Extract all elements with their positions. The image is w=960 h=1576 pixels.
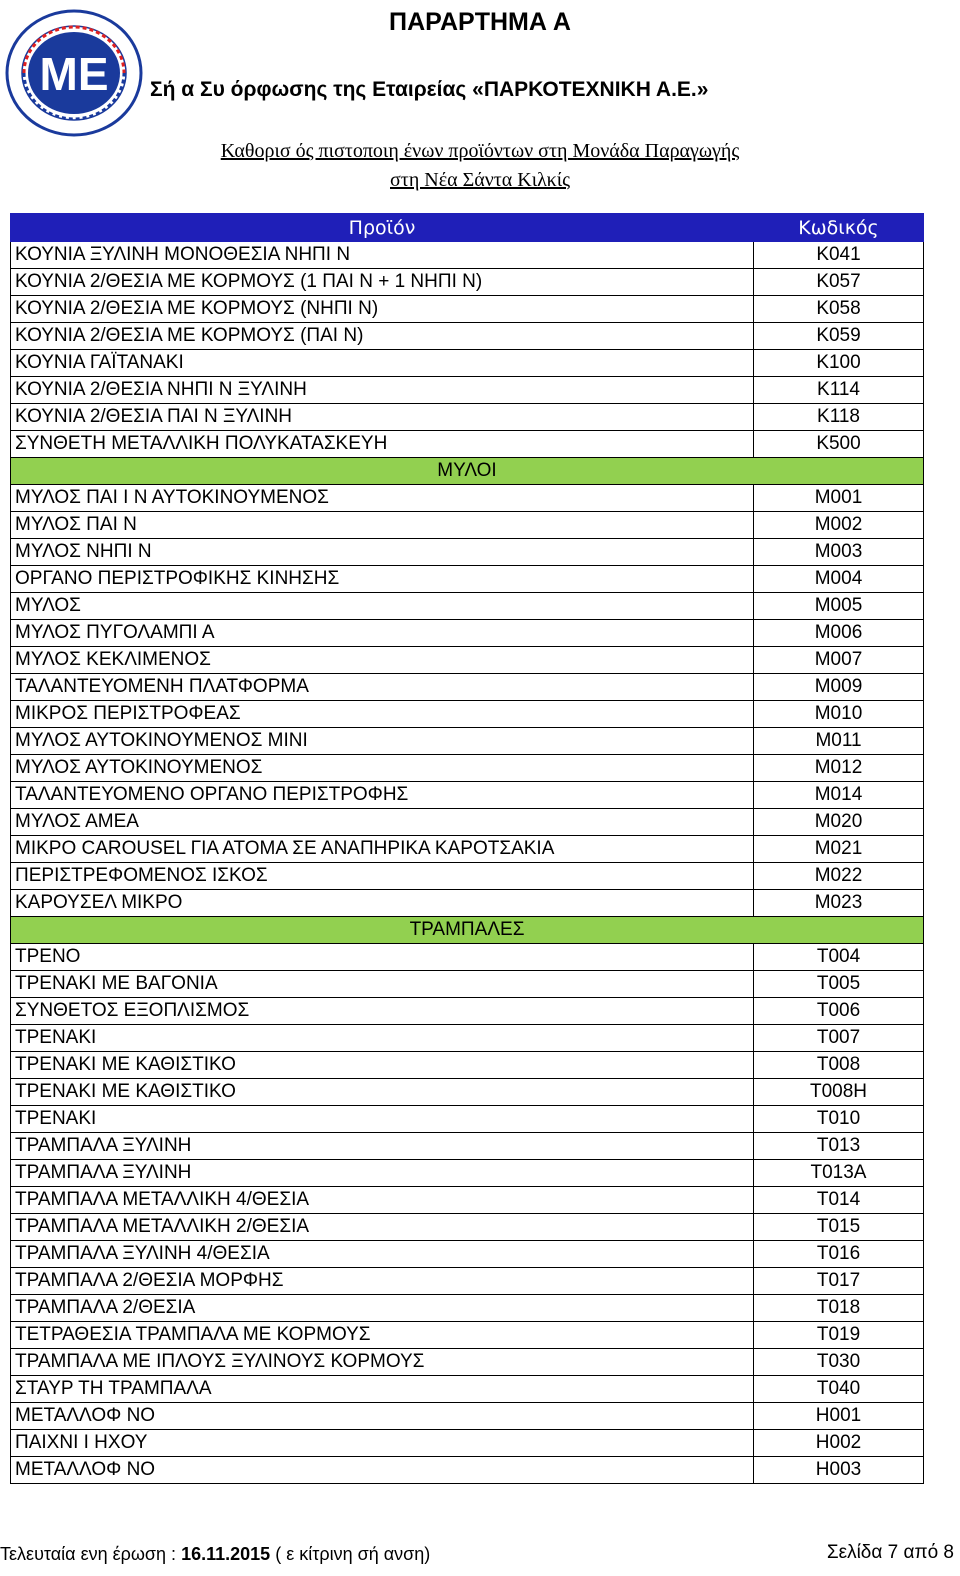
product-name-cell: ΤΕΤΡΑΘΕΣΙΑ ΤΡΑΜΠΑΛΑ ΜΕ ΚΟΡΜΟΥΣ	[11, 1322, 754, 1349]
product-name-cell: ΤΑΛΑΝΤΕΥΟΜΕΝΟ ΟΡΓΑΝΟ ΠΕΡΙΣΤΡΟΦΗΣ	[11, 782, 754, 809]
table-row	[11, 1403, 924, 1430]
section-title: ΤΡΑΜΠΑΛΕΣ	[11, 917, 924, 944]
table-row	[11, 512, 924, 539]
product-code-cell: Μ023	[754, 890, 924, 917]
table-row	[11, 782, 924, 809]
product-code-cell: Μ010	[754, 701, 924, 728]
product-name-cell: ΜΕΤΑΛΛΟΦ ΝΟ	[11, 1403, 754, 1430]
last-update	[0, 1544, 430, 1565]
table-row	[11, 998, 924, 1025]
table-row	[11, 944, 924, 971]
product-column-header: Προϊόν	[11, 214, 754, 242]
last-update-date: 16.11.2015	[181, 1544, 271, 1564]
product-code-cell: Μ001	[754, 485, 924, 512]
product-name-cell: ΣΥΝΘΕΤΟΣ ΕΞΟΠΛΙΣΜΟΣ	[11, 998, 754, 1025]
product-name-cell: ΤΡΑΜΠΑΛΑ ΞΥΛΙΝΗ	[11, 1160, 754, 1187]
product-name-cell: ΚΟΥΝΙΑ 2/ΘΕΣΙΑ ΜΕ ΚΟΡΜΟΥΣ (1 ΠΑΙ Ν + 1 ΝΗΠΙ Ν)	[11, 269, 754, 296]
product-name-cell: ΜΙΚΡΟ CAROUSEL ΓΙΑ ΑΤΟΜΑ ΣΕ ΑΝΑΠΗΡΙΚΑ ΚΑΡΟΤΣΑΚΙΑ	[11, 836, 754, 863]
product-name-cell: ΜΥΛΟΣ ΑΥΤΟΚΙΝΟΥΜΕΝΟΣ ΜΙΝΙ	[11, 728, 754, 755]
product-code-cell: Μ003	[754, 539, 924, 566]
table-row	[11, 836, 924, 863]
table-row	[11, 620, 924, 647]
product-name-cell: ΟΡΓΑΝΟ ΠΕΡΙΣΤΡΟΦΙΚΗΣ ΚΙΝΗΣΗΣ	[11, 566, 754, 593]
product-code-cell: Τ016	[754, 1241, 924, 1268]
product-code-cell: Μ022	[754, 863, 924, 890]
product-name-cell: ΚΑΡΟΥΣΕΛ ΜΙΚΡΟ	[11, 890, 754, 917]
table-row	[11, 1025, 924, 1052]
system-line: Σή α Συ όρφωσης της Εταιρείας «ΠΑΡΚΟΤΕΧΝΙΚΗ Α.Ε.»	[150, 78, 709, 101]
table-row	[11, 269, 924, 296]
product-name-cell: ΜΥΛΟΣ ΚΕΚΛΙΜΕΝΟΣ	[11, 647, 754, 674]
product-code-cell: Κ057	[754, 269, 924, 296]
table-row	[11, 1322, 924, 1349]
product-code-cell: Κ058	[754, 296, 924, 323]
table-row	[11, 431, 924, 458]
table-row	[11, 566, 924, 593]
table-row	[11, 809, 924, 836]
product-code-cell: Μ005	[754, 593, 924, 620]
last-update-note: ( ε κίτρινη σή ανση)	[275, 1544, 431, 1564]
product-name-cell: ΤΡΕΝΑΚΙ	[11, 1025, 754, 1052]
product-code-cell: Τ008Η	[754, 1079, 924, 1106]
products-table	[10, 213, 924, 1484]
product-name-cell: ΤΡΑΜΠΑΛΑ ΜΕ ΙΠΛΟΥΣ ΞΥΛΙΝΟΥΣ ΚΟΡΜΟΥΣ	[11, 1349, 754, 1376]
product-code-cell: Τ008	[754, 1052, 924, 1079]
product-code-cell: Τ013Α	[754, 1160, 924, 1187]
table-row	[11, 242, 924, 269]
product-code-cell: Μ021	[754, 836, 924, 863]
section-row	[11, 917, 924, 944]
table-row	[11, 296, 924, 323]
product-code-cell: Μ009	[754, 674, 924, 701]
product-name-cell: ΜΥΛΟΣ ΑΥΤΟΚΙΝΟΥΜΕΝΟΣ	[11, 755, 754, 782]
product-name-cell: ΣΤΑΥΡ ΤΗ ΤΡΑΜΠΑΛΑ	[11, 1376, 754, 1403]
product-code-cell: Κ041	[754, 242, 924, 269]
table-row	[11, 674, 924, 701]
product-code-cell: Τ013	[754, 1133, 924, 1160]
product-code-cell: Μ014	[754, 782, 924, 809]
product-name-cell: ΜΥΛΟΣ ΠΑΙ Ι Ν ΑΥΤΟΚΙΝΟΥΜΕΝΟΣ	[11, 485, 754, 512]
product-code-cell: Τ006	[754, 998, 924, 1025]
table-row	[11, 971, 924, 998]
table-body	[11, 242, 924, 1484]
product-code-cell: Τ040	[754, 1376, 924, 1403]
product-code-cell: Τ004	[754, 944, 924, 971]
product-code-cell: Η001	[754, 1403, 924, 1430]
product-code-cell: Μ006	[754, 620, 924, 647]
product-name-cell: ΤΡΕΝΟ	[11, 944, 754, 971]
product-name-cell: ΜΥΛΟΣ ΠΑΙ Ν	[11, 512, 754, 539]
section-title: ΜΥΛΟΙ	[11, 458, 924, 485]
last-update-label: Τελευταία ενη έρωση :	[0, 1544, 177, 1564]
product-name-cell: ΜΙΚΡΟΣ ΠΕΡΙΣΤΡΟΦΕΑΣ	[11, 701, 754, 728]
product-name-cell: ΠΑΙΧΝΙ Ι ΗΧΟΥ	[11, 1430, 754, 1457]
table-row	[11, 755, 924, 782]
product-name-cell: ΚΟΥΝΙΑ ΞΥΛΙΝΗ ΜΟΝΟΘΕΣΙΑ ΝΗΠΙ Ν	[11, 242, 754, 269]
product-code-cell: Μ002	[754, 512, 924, 539]
table-row	[11, 485, 924, 512]
product-name-cell: ΚΟΥΝΙΑ ΓΑΪΤΑΝΑΚΙ	[11, 350, 754, 377]
table-row	[11, 350, 924, 377]
product-name-cell: ΤΡΑΜΠΑΛΑ ΜΕΤΑΛΛΙΚΗ 2/ΘΕΣΙΑ	[11, 1214, 754, 1241]
product-code-cell: Μ012	[754, 755, 924, 782]
table-row	[11, 539, 924, 566]
subtitle-line-1: Καθορισ ός πιστοποιη ένων προϊόντων στη Μονάδα Παραγωγής	[220, 140, 740, 162]
table-row	[11, 863, 924, 890]
product-name-cell: ΤΡΑΜΠΑΛΑ ΞΥΛΙΝΗ 4/ΘΕΣΙΑ	[11, 1241, 754, 1268]
section-row	[11, 458, 924, 485]
product-name-cell: ΜΥΛΟΣ	[11, 593, 754, 620]
product-name-cell: ΤΡΕΝΑΚΙ	[11, 1106, 754, 1133]
table-row	[11, 890, 924, 917]
table-header-row	[11, 214, 924, 242]
product-name-cell: ΚΟΥΝΙΑ 2/ΘΕΣΙΑ ΝΗΠΙ Ν ΞΥΛΙΝΗ	[11, 377, 754, 404]
product-code-cell: Μ020	[754, 809, 924, 836]
product-code-cell: Τ005	[754, 971, 924, 998]
table-row	[11, 647, 924, 674]
product-code-cell: Κ100	[754, 350, 924, 377]
table-row	[11, 1160, 924, 1187]
product-code-cell: Μ007	[754, 647, 924, 674]
table-row	[11, 1133, 924, 1160]
product-code-cell: Κ500	[754, 431, 924, 458]
table-row	[11, 377, 924, 404]
product-code-cell: Μ011	[754, 728, 924, 755]
product-name-cell: ΤΡΑΜΠΑΛΑ ΞΥΛΙΝΗ	[11, 1133, 754, 1160]
table-row	[11, 323, 924, 350]
table-row	[11, 593, 924, 620]
product-name-cell: ΤΡΕΝΑΚΙ ΜΕ ΚΑΘΙΣΤΙΚΟ	[11, 1052, 754, 1079]
product-name-cell: ΤΡΑΜΠΑΛΑ 2/ΘΕΣΙΑ	[11, 1295, 754, 1322]
table-row	[11, 1241, 924, 1268]
product-code-cell: Τ007	[754, 1025, 924, 1052]
table-row	[11, 1214, 924, 1241]
product-name-cell: ΤΡΕΝΑΚΙ ΜΕ ΚΑΘΙΣΤΙΚΟ	[11, 1079, 754, 1106]
table-row	[11, 1187, 924, 1214]
product-name-cell: ΠΕΡΙΣΤΡΕΦΟΜΕΝΟΣ ΙΣΚΟΣ	[11, 863, 754, 890]
svg-text:ME: ME	[39, 48, 109, 100]
table-row	[11, 1268, 924, 1295]
product-name-cell: ΜΥΛΟΣ ΠΥΓΟΛΑΜΠΙ Α	[11, 620, 754, 647]
table-row	[11, 1376, 924, 1403]
table-row	[11, 1430, 924, 1457]
product-code-cell: Κ118	[754, 404, 924, 431]
product-name-cell: ΚΟΥΝΙΑ 2/ΘΕΣΙΑ ΠΑΙ Ν ΞΥΛΙΝΗ	[11, 404, 754, 431]
product-code-cell: Η003	[754, 1457, 924, 1484]
table-row	[11, 728, 924, 755]
table-row	[11, 404, 924, 431]
product-code-cell: Τ010	[754, 1106, 924, 1133]
product-code-cell: Τ030	[754, 1349, 924, 1376]
product-name-cell: ΤΡΑΜΠΑΛΑ ΜΕΤΑΛΛΙΚΗ 4/ΘΕΣΙΑ	[11, 1187, 754, 1214]
table-row	[11, 1079, 924, 1106]
product-code-cell: Τ019	[754, 1322, 924, 1349]
table-row	[11, 1052, 924, 1079]
product-code-cell: Τ015	[754, 1214, 924, 1241]
page-title: ΠΑΡΑΡΤΗΜΑ Α	[389, 8, 571, 36]
product-name-cell: ΤΑΛΑΝΤΕΥΟΜΕΝΗ ΠΛΑΤΦΟΡΜΑ	[11, 674, 754, 701]
product-code-cell: Τ018	[754, 1295, 924, 1322]
product-name-cell: ΣΥΝΘΕΤΗ ΜΕΤΑΛΛΙΚΗ ΠΟΛΥΚΑΤΑΣΚΕΥΗ	[11, 431, 754, 458]
product-name-cell: ΜΥΛΟΣ ΝΗΠΙ Ν	[11, 539, 754, 566]
product-name-cell: ΚΟΥΝΙΑ 2/ΘΕΣΙΑ ΜΕ ΚΟΡΜΟΥΣ (ΠΑΙ Ν)	[11, 323, 754, 350]
product-name-cell: ΜΥΛΟΣ ΑΜΕΑ	[11, 809, 754, 836]
subtitle-line-2: στη Νέα Σάντα Κιλκίς	[390, 169, 570, 191]
table-row	[11, 1295, 924, 1322]
product-code-cell: Μ004	[754, 566, 924, 593]
product-code-cell: Τ017	[754, 1268, 924, 1295]
product-name-cell: ΜΕΤΑΛΛΟΦ ΝΟ	[11, 1457, 754, 1484]
table-row	[11, 1106, 924, 1133]
product-name-cell: ΤΡΕΝΑΚΙ ΜΕ ΒΑΓΟΝΙΑ	[11, 971, 754, 998]
table-row	[11, 1457, 924, 1484]
product-code-cell: Τ014	[754, 1187, 924, 1214]
page-number: Σελίδα 7 από 8	[826, 1542, 954, 1563]
product-code-cell: Η002	[754, 1430, 924, 1457]
product-name-cell: ΤΡΑΜΠΑΛΑ 2/ΘΕΣΙΑ ΜΟΡΦΗΣ	[11, 1268, 754, 1295]
code-column-header: Κωδικός	[754, 214, 924, 242]
table-row	[11, 701, 924, 728]
product-name-cell: ΚΟΥΝΙΑ 2/ΘΕΣΙΑ ΜΕ ΚΟΡΜΟΥΣ (ΝΗΠΙ Ν)	[11, 296, 754, 323]
table-row	[11, 1349, 924, 1376]
product-code-cell: Κ114	[754, 377, 924, 404]
product-code-cell: Κ059	[754, 323, 924, 350]
